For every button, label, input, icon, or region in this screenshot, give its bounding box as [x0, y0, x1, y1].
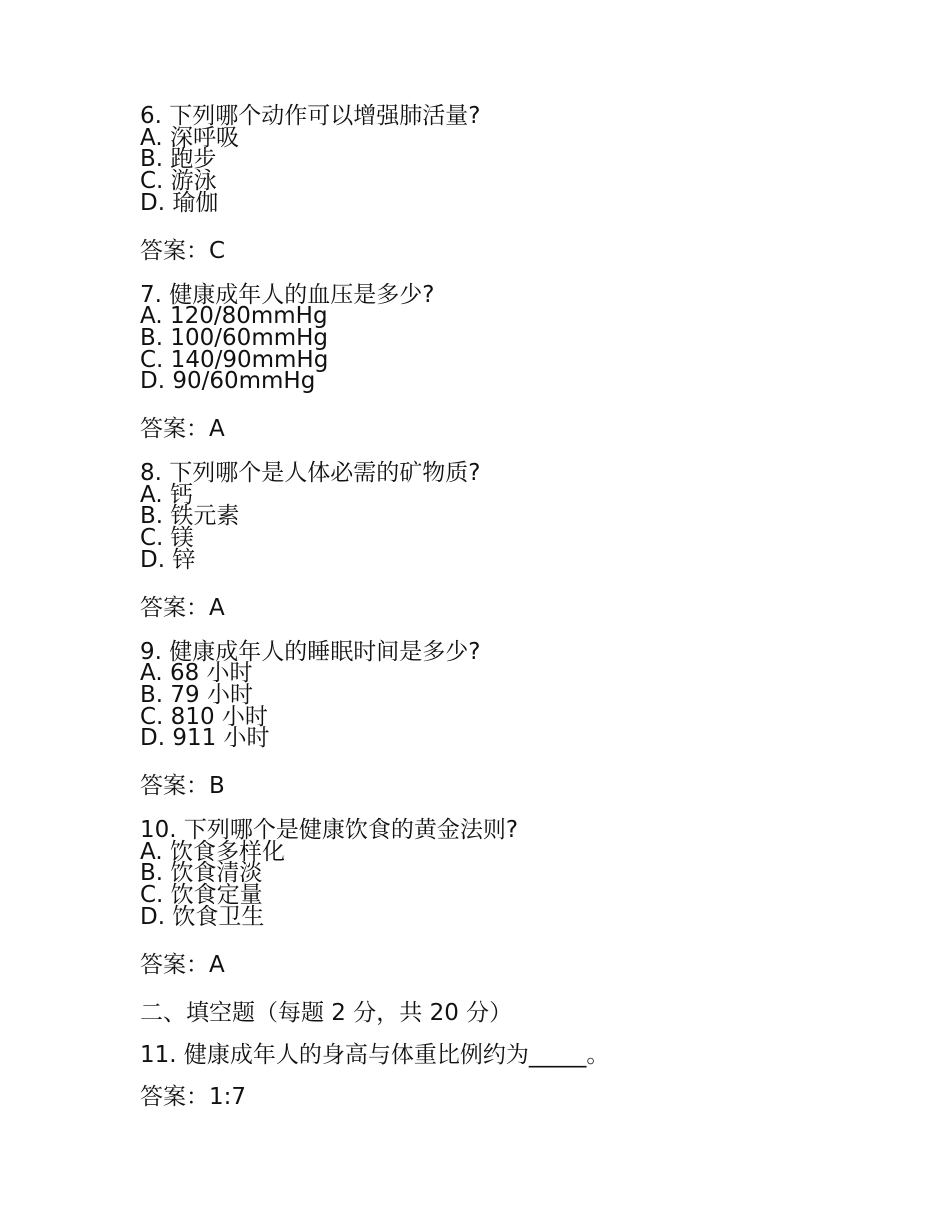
question-stem: 8. 下列哪个是人体必需的矿物质?: [140, 460, 481, 487]
answer-line: 答案：A: [140, 416, 225, 443]
option-d: D. 911 小时: [140, 725, 270, 752]
option-a: A. 深呼吸: [140, 124, 239, 151]
answer-line: 答案：A: [140, 594, 225, 621]
option-d: D. 瑜伽: [140, 189, 219, 216]
question-stem: 6. 下列哪个动作可以增强肺活量?: [140, 103, 481, 129]
option-a: A. 120/80mmHg: [140, 303, 328, 330]
option-b: B. 饮食清淡: [140, 860, 263, 887]
option-d: D. 锌: [140, 546, 196, 573]
question-stem: 10. 下列哪个是健康饮食的黄金法则?: [140, 817, 519, 844]
option-a: A. 饮食多样化: [140, 838, 285, 865]
option-b: B. 铁元素: [140, 503, 240, 530]
answer-line: 答案：C: [140, 237, 226, 264]
question-block-8: [140, 460, 890, 622]
question-stem: 7. 健康成年人的血压是多少?: [140, 281, 435, 308]
option-c: C. 镁: [140, 525, 194, 552]
answer-line: 答案：A: [140, 951, 225, 978]
question-block-7: [140, 281, 890, 444]
question-stem: 9. 健康成年人的睡眠时间是多少?: [140, 638, 481, 665]
option-c: C. 810 小时: [140, 703, 268, 730]
option-b: B. 100/60mmHg: [140, 324, 329, 351]
question-block-10: [140, 817, 890, 979]
fill-in-question-11: 11. 健康成年人的身高与体重比例约为_____。: [140, 1041, 610, 1068]
option-b: B. 跑步: [140, 146, 217, 173]
option-b: B. 79 小时: [140, 681, 253, 708]
section-heading-fill-in: 二、填空题（每题 2 分，共 20 分）: [140, 999, 513, 1026]
question-block-9: [140, 638, 890, 801]
answer-line: 答案：1:7: [140, 1083, 247, 1110]
question-block-6: [140, 103, 890, 265]
option-c: C. 饮食定量: [140, 882, 263, 909]
option-c: C. 游泳: [140, 168, 217, 195]
option-d: D. 饮食卫生: [140, 903, 265, 930]
option-d: D. 90/60mmHg: [140, 368, 316, 395]
option-a: A. 钙: [140, 481, 193, 508]
option-a: A. 68 小时: [140, 660, 253, 687]
option-c: C. 140/90mmHg: [140, 346, 329, 373]
answer-line: 答案：B: [140, 773, 225, 800]
